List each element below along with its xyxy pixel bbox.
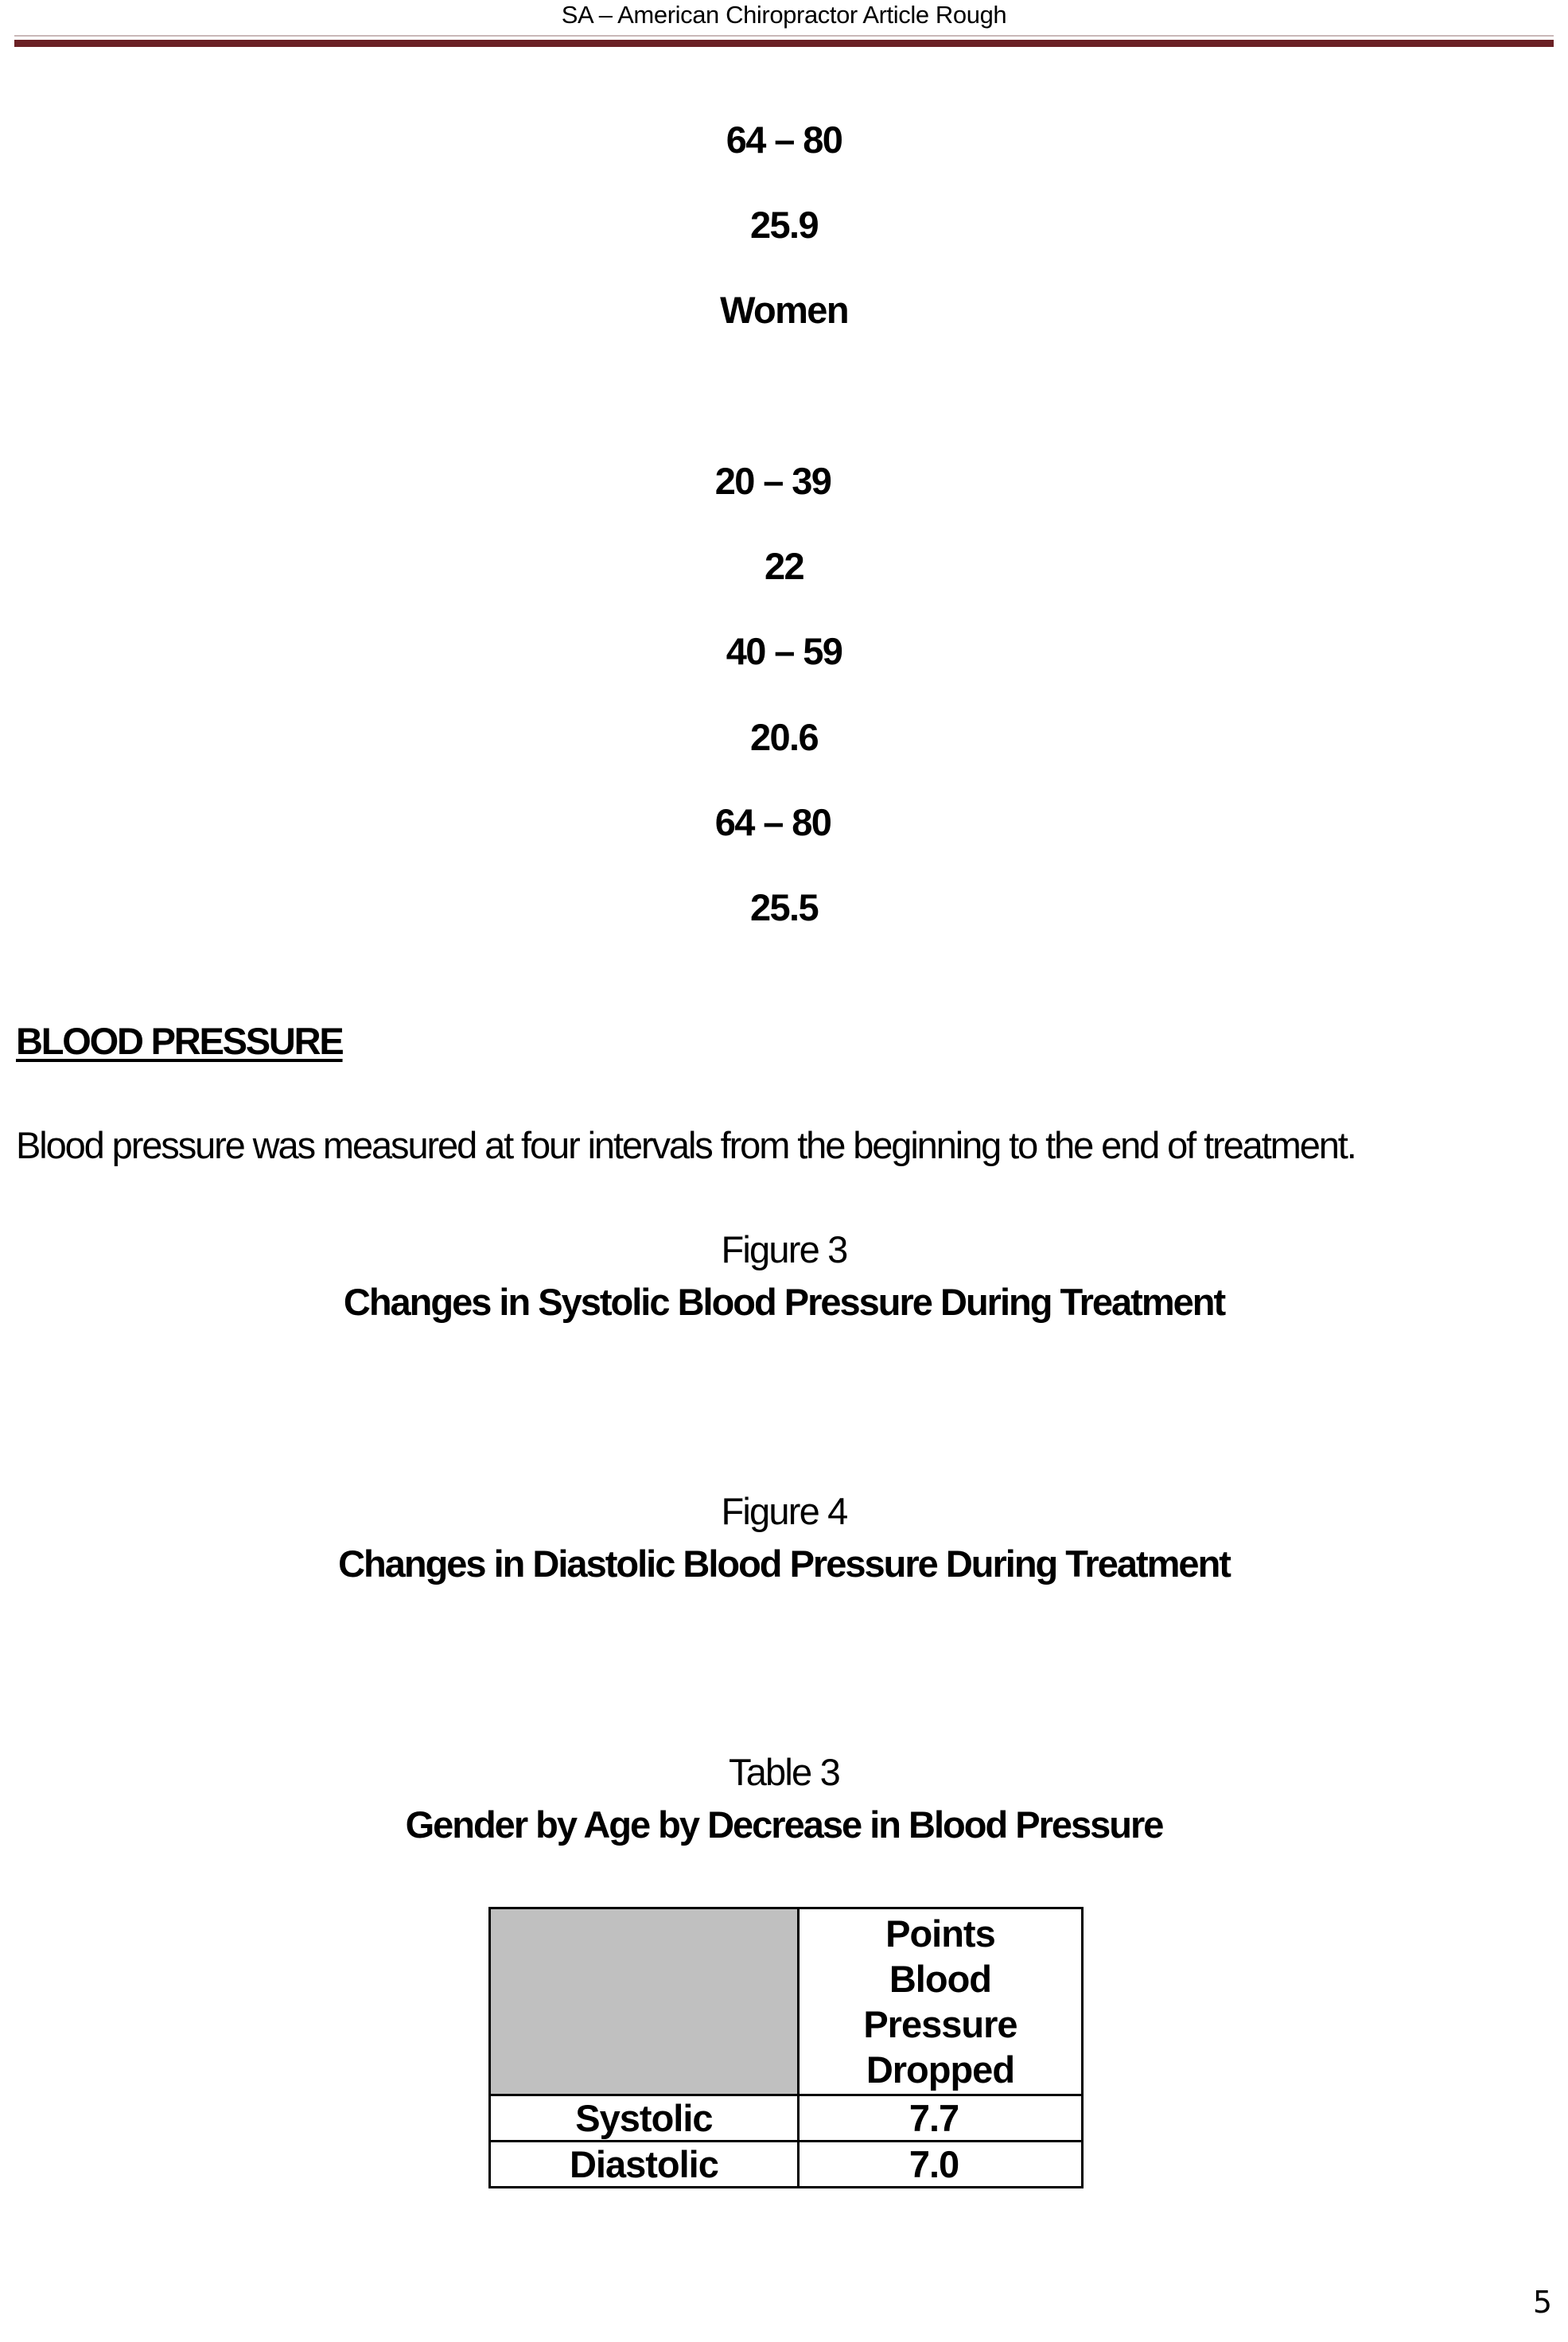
table-column-header	[798, 1908, 1082, 2095]
blood-pressure-table	[488, 1907, 1084, 2188]
header-line: Pressure	[863, 2003, 1017, 2045]
figure4-label: Figure 4	[721, 1490, 847, 1532]
table-header-row	[490, 1908, 1083, 2095]
table-row	[490, 2095, 1083, 2142]
row-label: Systolic	[490, 2095, 799, 2142]
value-item: 40 – 59	[726, 630, 842, 672]
value-item: 20.6	[749, 716, 819, 758]
body-paragraph: Blood pressure was measured at four intervals from the beginning to the end of treatment.	[16, 1124, 1356, 1166]
table-row	[490, 2142, 1083, 2188]
value-item: 20 – 39	[714, 460, 831, 502]
header-line: Dropped	[866, 2048, 1015, 2091]
row-value: 7.7	[798, 2095, 1082, 2142]
header-rule-thin	[14, 35, 1554, 37]
table-corner-cell	[490, 1908, 799, 2095]
figure3-title: Changes in Systolic Blood Pressure During Treatment	[343, 1281, 1225, 1323]
value-item: Women	[720, 289, 848, 331]
table3-label: Table 3	[729, 1751, 839, 1793]
value-item: 64 – 80	[714, 801, 831, 843]
value-item: 25.9	[749, 204, 819, 246]
table3-title: Gender by Age by Decrease in Blood Pressure	[405, 1803, 1163, 1846]
header-rule	[14, 40, 1554, 47]
figure4-title: Changes in Diastolic Blood Pressure During Treatment	[338, 1543, 1230, 1585]
row-label: Diastolic	[490, 2142, 799, 2188]
page-number: 5	[1532, 2285, 1552, 2320]
value-item: 64 – 80	[726, 119, 842, 161]
section-heading: BLOOD PRESSURE	[16, 1020, 343, 1062]
value-item: 25.5	[749, 886, 819, 928]
figure3-label: Figure 3	[721, 1228, 847, 1270]
header-line: Blood	[889, 1958, 991, 2000]
row-value: 7.0	[798, 2142, 1082, 2188]
running-header: SA – American Chiropractor Article Rough	[561, 1, 1007, 29]
value-item: 22	[764, 545, 804, 587]
header-line: Points	[885, 1912, 995, 1955]
